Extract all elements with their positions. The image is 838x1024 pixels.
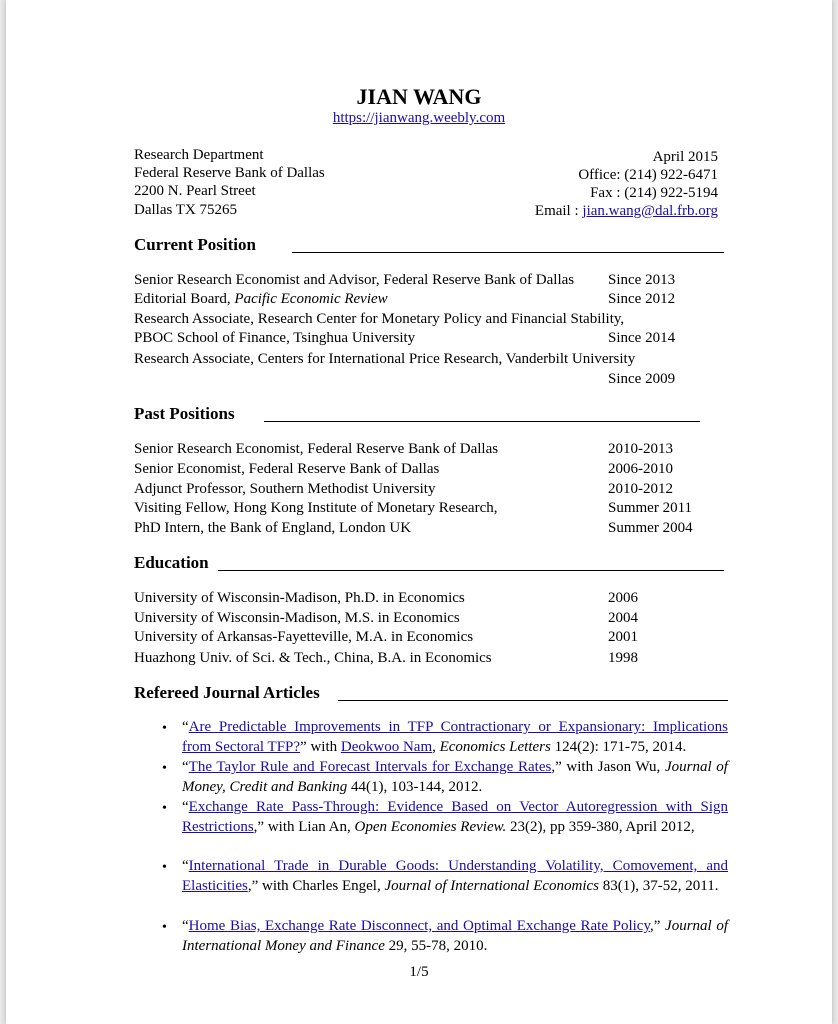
journal-name: Pacific Economic Review: [234, 291, 388, 307]
email-label: Email :: [534, 203, 583, 219]
position-title-text: Editorial Board,: [134, 291, 235, 307]
section-rule: [218, 570, 724, 571]
education-degree: University of Arkansas-Fayetteville, M.A. in Economics: [134, 629, 474, 645]
past-position-date: 2010-2013: [608, 441, 673, 457]
education-degree: University of Wisconsin-Madison, M.S. in Economics: [134, 610, 460, 626]
past-position-date: 2010-2012: [608, 481, 673, 497]
journal-name: Economics Letters: [439, 738, 551, 755]
article-citation: 29, 55-78, 2010.: [384, 937, 488, 954]
current-position-title: [134, 290, 388, 308]
education-year: 2004: [608, 610, 638, 626]
section-heading-education: Education: [134, 553, 209, 572]
current-position-date: Since 2014: [608, 330, 676, 346]
article-link[interactable]: International Trade in Durable Goods: Understanding Volatility, Comovement, and Elasticities: [182, 858, 728, 894]
past-position-date: Summer 2004: [608, 520, 693, 536]
resume-name: JIAN WANG: [356, 84, 482, 109]
section-rule: [292, 252, 724, 253]
resume-page: [6, 0, 832, 1024]
current-position-date: Since 2012: [608, 291, 676, 307]
education-year: 1998: [608, 650, 638, 666]
article-link[interactable]: Exchange Rate Pass-Through: Evidence Based on Vector Autoregression with Sign Restrictions: [182, 799, 728, 835]
address-line-4: Dallas TX 75265: [134, 202, 238, 218]
current-position-title: Senior Research Economist and Advisor, Federal Reserve Bank of Dallas: [134, 272, 575, 288]
article-text: ,: [432, 738, 440, 755]
section-heading-current-position: Current Position: [134, 235, 256, 254]
article-text: ,” with Charles Engel,: [247, 877, 385, 894]
quote-mark: “: [182, 799, 189, 815]
quote-mark: “: [182, 918, 189, 934]
journal-name: Open Economies Review.: [354, 818, 507, 835]
bullet-icon: •: [162, 860, 167, 875]
section-heading-past-positions: Past Positions: [134, 404, 235, 423]
coauthor-link[interactable]: Deokwoo Nam: [340, 738, 433, 755]
current-position-title: Research Associate, Research Center for Monetary Policy and Financial Stability,: [134, 311, 625, 327]
article-entry: [182, 917, 728, 956]
article-text: ,”: [650, 918, 666, 934]
education-year: 2001: [608, 629, 638, 645]
office-phone: Office: (214) 922-6471: [578, 167, 718, 183]
article-entry: [182, 718, 728, 757]
current-position-date: Since 2013: [608, 272, 676, 288]
address-line-3: 2200 N. Pearl Street: [134, 183, 256, 199]
quote-mark: “: [182, 719, 189, 735]
article-entry: [182, 857, 728, 896]
article-citation: 44(1), 103-144, 2012.: [347, 778, 483, 795]
journal-name: Journal of International Money and Finance: [182, 918, 728, 954]
cv-date: April 2015: [652, 149, 718, 165]
past-position-date: 2006-2010: [608, 461, 673, 477]
education-degree: Huazhong Univ. of Sci. & Tech., China, B.A. in Economics: [134, 650, 492, 666]
education-degree: University of Wisconsin-Madison, Ph.D. in Economics: [134, 590, 465, 606]
homepage-link-wrapper: [6, 110, 832, 127]
article-citation: 23(2), pp 359-380, April 2012,: [506, 818, 695, 835]
bullet-icon: •: [162, 761, 167, 776]
article-link[interactable]: The Taylor Rule and Forecast Intervals for Exchange Rates: [188, 759, 552, 775]
homepage-link[interactable]: https://jianwang.weebly.com: [332, 110, 506, 126]
current-position-date: Since 2009: [608, 371, 676, 387]
section-rule: [338, 700, 728, 701]
bullet-icon: •: [162, 920, 167, 935]
section-rule: [264, 421, 700, 422]
page-number: 1/5: [409, 964, 429, 980]
fax-number: Fax : (214) 922-5194: [590, 185, 718, 201]
past-position-date: Summer 2011: [608, 500, 693, 516]
past-position-title: PhD Intern, the Bank of England, London UK: [134, 520, 412, 536]
article-citation: 124(2): 171-75, 2014.: [550, 738, 687, 755]
address-line-2: Federal Reserve Bank of Dallas: [134, 165, 325, 181]
journal-name: Journal of Money, Credit and Banking: [182, 759, 728, 795]
bullet-icon: •: [162, 721, 167, 736]
article-text: ,” with Jason Wu,: [551, 759, 665, 775]
bullet-icon: •: [162, 801, 167, 816]
quote-mark: “: [182, 759, 189, 775]
article-link[interactable]: Are Predictable Improvements in TFP Contractionary or Expansionary: Implications from Sectoral TFP?: [182, 719, 728, 755]
email-link[interactable]: jian.wang@dal.frb.org: [582, 203, 718, 219]
email-line: [535, 202, 718, 220]
quote-mark: “: [182, 858, 189, 874]
article-entry: [182, 798, 728, 837]
journal-name: Journal of International Economics: [384, 877, 600, 894]
current-position-title-continued: PBOC School of Finance, Tsinghua University: [134, 330, 416, 346]
article-link[interactable]: Home Bias, Exchange Rate Disconnect, and Optimal Exchange Rate Policy: [188, 918, 650, 934]
article-text: ” with: [300, 738, 341, 755]
article-citation: 83(1), 37-52, 2011.: [599, 877, 719, 894]
article-text: ,” with Lian An,: [253, 818, 355, 835]
past-position-title: Adjunct Professor, Southern Methodist University: [134, 481, 436, 497]
past-position-title: Senior Research Economist, Federal Reserve Bank of Dallas: [134, 441, 499, 457]
section-heading-refereed-articles: Refereed Journal Articles: [134, 683, 320, 702]
past-position-title: Senior Economist, Federal Reserve Bank of Dallas: [134, 461, 440, 477]
education-year: 2006: [608, 590, 638, 606]
address-line-1: Research Department: [134, 147, 264, 163]
article-entry: [182, 758, 728, 797]
past-position-title: Visiting Fellow, Hong Kong Institute of Monetary Research,: [134, 500, 498, 516]
current-position-title: Research Associate, Centers for International Price Research, Vanderbilt University: [134, 351, 636, 367]
